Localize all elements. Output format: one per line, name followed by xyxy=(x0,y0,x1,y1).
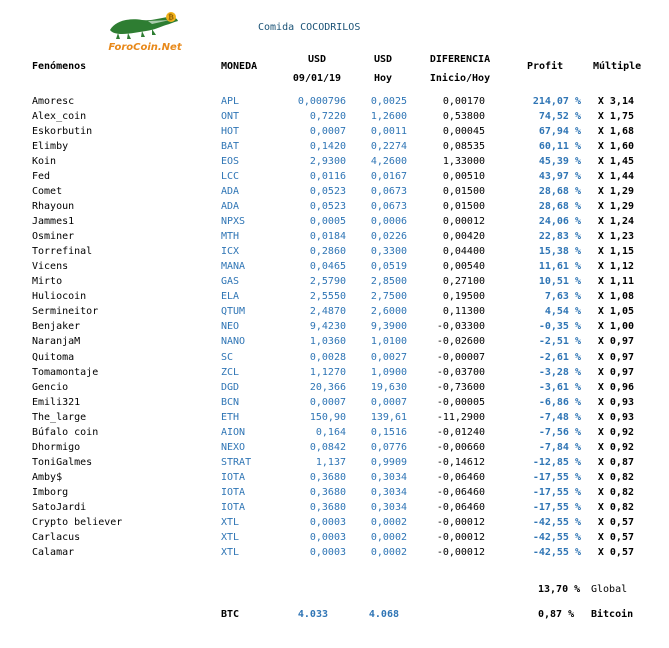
table-row xyxy=(0,487,669,502)
table-row xyxy=(0,186,669,201)
cell-diff: -0,01240 xyxy=(436,426,485,438)
cell-coin: ADA xyxy=(221,201,240,213)
cell-usd-today: 0,0007 xyxy=(370,396,407,408)
cell-profit: -42,55 % xyxy=(532,546,581,558)
cell-usd-start: 0,0523 xyxy=(309,201,346,213)
btc-label: BTC xyxy=(221,609,240,620)
cell-diff: -0,00012 xyxy=(436,531,485,543)
cell-coin: ONT xyxy=(221,111,240,123)
cell-usd-start: 0,0003 xyxy=(309,516,346,528)
cell-profit: 24,06 % xyxy=(538,216,581,228)
cell-profit: 28,68 % xyxy=(538,201,581,213)
cell-diff: 0,00510 xyxy=(442,171,485,183)
cell-usd-start: 0,3680 xyxy=(309,486,346,498)
cell-name: The_large xyxy=(32,411,87,423)
cell-usd-today: 2,7500 xyxy=(370,291,407,303)
cell-coin: MANA xyxy=(221,261,246,273)
cell-diff: 0,19500 xyxy=(442,291,485,303)
cell-coin: ICX xyxy=(221,246,240,258)
cell-name: Jammes1 xyxy=(32,216,75,228)
cell-coin: APL xyxy=(221,96,240,107)
table-row xyxy=(0,156,669,171)
header-diff-line1: DIFERENCIA xyxy=(429,54,491,65)
cell-multiple: X 1,60 xyxy=(597,141,634,153)
cell-usd-today: 139,61 xyxy=(370,411,407,423)
cell-usd-today: 0,2274 xyxy=(370,141,407,153)
cell-coin: BAT xyxy=(221,141,240,153)
cell-multiple: X 0,82 xyxy=(597,501,634,513)
table-row xyxy=(0,517,669,532)
cell-coin: NEO xyxy=(221,321,240,333)
cell-name: SatoJardi xyxy=(32,501,87,513)
cell-diff: -0,73600 xyxy=(436,381,485,393)
cell-name: Quitoma xyxy=(32,351,75,363)
table-row xyxy=(0,336,669,351)
cell-coin: ADA xyxy=(221,186,240,198)
cell-diff: -0,06460 xyxy=(436,486,485,498)
cell-profit: -2,51 % xyxy=(538,336,581,348)
cell-multiple: X 0,57 xyxy=(597,531,634,543)
cell-name: Tomamontaje xyxy=(32,366,99,378)
cell-coin: DGD xyxy=(221,381,240,393)
cell-diff: -0,14612 xyxy=(436,456,485,468)
cell-usd-start: 1,1270 xyxy=(309,366,346,378)
cell-usd-start: 0,0523 xyxy=(309,186,346,198)
cell-diff: -0,00007 xyxy=(436,351,485,363)
cell-profit: -6,86 % xyxy=(538,396,581,408)
cell-usd-start: 1,0360 xyxy=(309,336,346,348)
cell-name: Comet xyxy=(32,186,63,198)
cell-usd-today: 0,0673 xyxy=(370,186,407,198)
header-diff xyxy=(428,54,492,84)
table-row xyxy=(0,321,669,336)
global-value: 13,70 % xyxy=(538,584,581,595)
cell-multiple: X 1,44 xyxy=(597,171,634,183)
cell-coin: MTH xyxy=(221,231,240,243)
cell-multiple: X 1,15 xyxy=(597,246,634,258)
cell-usd-start: 2,9300 xyxy=(309,156,346,168)
cell-multiple: X 0,92 xyxy=(597,426,634,438)
cell-multiple: X 1,12 xyxy=(597,261,634,273)
cell-name: Rhayoun xyxy=(32,201,75,213)
cell-coin: EOS xyxy=(221,156,240,168)
cell-coin: QTUM xyxy=(221,306,246,318)
cell-diff: 0,00045 xyxy=(442,126,485,138)
table-row xyxy=(0,306,669,321)
cell-coin: NPXS xyxy=(221,216,246,228)
cell-usd-today: 1,0100 xyxy=(370,336,407,348)
table-row xyxy=(0,141,669,156)
cell-name: Emili321 xyxy=(32,396,81,408)
cell-usd-today: 0,0226 xyxy=(370,231,407,243)
cell-usd-start: 0,3680 xyxy=(309,471,346,483)
cell-usd-start: 0,000796 xyxy=(297,96,346,107)
cell-usd-today: 0,3034 xyxy=(370,486,407,498)
cell-usd-start: 150,90 xyxy=(309,411,346,423)
cell-diff: -11,2900 xyxy=(436,411,485,423)
cell-name: Vicens xyxy=(32,261,69,273)
cell-profit: -12,85 % xyxy=(532,456,581,468)
cell-multiple: X 0,82 xyxy=(597,486,634,498)
cell-multiple: X 1,68 xyxy=(597,126,634,138)
cell-profit: -3,28 % xyxy=(538,366,581,378)
cell-usd-start: 0,7220 xyxy=(309,111,346,123)
cell-coin: ETH xyxy=(221,411,240,423)
header-profit: Profit xyxy=(527,61,564,72)
cell-diff: -0,02600 xyxy=(436,336,485,348)
cell-multiple: X 0,82 xyxy=(597,471,634,483)
table-row xyxy=(0,457,669,472)
cell-name: Koin xyxy=(32,156,57,168)
cell-profit: -7,84 % xyxy=(538,441,581,453)
table-row xyxy=(0,246,669,261)
btc-profit-label: Bitcoin xyxy=(591,609,634,620)
cell-usd-start: 0,0007 xyxy=(309,126,346,138)
cell-coin: NEXO xyxy=(221,441,246,453)
cell-diff: 0,53800 xyxy=(442,111,485,123)
cell-diff: -0,06460 xyxy=(436,471,485,483)
cell-multiple: X 1,29 xyxy=(597,201,634,213)
cell-usd-today: 1,0900 xyxy=(370,366,407,378)
cell-multiple: X 1,08 xyxy=(597,291,634,303)
cell-multiple: X 3,14 xyxy=(597,96,634,107)
table-row xyxy=(0,96,669,111)
cell-name: Sermineitor xyxy=(32,306,99,318)
cell-name: Huliocoin xyxy=(32,291,87,303)
cell-diff: 0,04400 xyxy=(442,246,485,258)
table-row xyxy=(0,276,669,291)
cell-diff: 0,11300 xyxy=(442,306,485,318)
table-row xyxy=(0,231,669,246)
cell-usd-today: 0,0776 xyxy=(370,441,407,453)
cell-name: Amoresc xyxy=(32,96,75,107)
cell-usd-today: 2,8500 xyxy=(370,276,407,288)
cell-multiple: X 1,05 xyxy=(597,306,634,318)
cell-usd-start: 2,5790 xyxy=(309,276,346,288)
btc-usd-today: 4.068 xyxy=(368,609,399,620)
cell-usd-today: 19,630 xyxy=(370,381,407,393)
cell-name: Mirto xyxy=(32,276,63,288)
logo-text: ForoCoin.Net xyxy=(108,42,182,53)
cell-multiple: X 0,96 xyxy=(597,381,634,393)
cell-multiple: X 0,97 xyxy=(597,351,634,363)
btc-profit: 0,87 % xyxy=(538,609,575,620)
header-name: Fenómenos xyxy=(32,61,87,72)
cell-diff: 0,00540 xyxy=(442,261,485,273)
table-row xyxy=(0,397,669,412)
cell-profit: 10,51 % xyxy=(538,276,581,288)
cell-usd-today: 0,0673 xyxy=(370,201,407,213)
cell-profit: 7,63 % xyxy=(544,291,581,303)
forocoin-logo xyxy=(108,8,182,54)
table-row xyxy=(0,216,669,231)
cell-name: NaranjaM xyxy=(32,336,81,348)
cell-diff: -0,00012 xyxy=(436,546,485,558)
cell-profit: 28,68 % xyxy=(538,186,581,198)
cell-diff: -0,00012 xyxy=(436,516,485,528)
cell-profit: 74,52 % xyxy=(538,111,581,123)
cell-multiple: X 0,93 xyxy=(597,411,634,423)
cell-usd-start: 0,0842 xyxy=(309,441,346,453)
cell-diff: 0,01500 xyxy=(442,186,485,198)
cell-name: Crypto believer xyxy=(32,516,123,528)
cell-usd-today: 0,0519 xyxy=(370,261,407,273)
cell-usd-start: 0,164 xyxy=(315,426,346,438)
cell-usd-today: 0,3034 xyxy=(370,501,407,513)
cell-usd-today: 1,2600 xyxy=(370,111,407,123)
cell-coin: LCC xyxy=(221,171,240,183)
cell-multiple: X 0,92 xyxy=(597,441,634,453)
table-row xyxy=(0,412,669,427)
header-multiple: Múltiple xyxy=(593,61,642,72)
cell-coin: AION xyxy=(221,426,246,438)
header-usd-today-line1: USD xyxy=(373,54,393,65)
cell-name: Fed xyxy=(32,171,51,183)
cell-profit: 15,38 % xyxy=(538,246,581,258)
cell-name: Gencio xyxy=(32,381,69,393)
cell-usd-start: 0,3680 xyxy=(309,501,346,513)
cell-multiple: X 0,93 xyxy=(597,396,634,408)
cell-multiple: X 0,87 xyxy=(597,456,634,468)
cell-coin: XTL xyxy=(221,531,240,543)
cell-usd-start: 0,0116 xyxy=(309,171,346,183)
table-row xyxy=(0,367,669,382)
cell-usd-today: 0,0025 xyxy=(370,96,407,107)
cell-coin: NANO xyxy=(221,336,246,348)
cell-usd-today: 0,3300 xyxy=(370,246,407,258)
cell-diff: 0,00012 xyxy=(442,216,485,228)
cell-usd-start: 0,0005 xyxy=(309,216,346,228)
cell-diff: 0,27100 xyxy=(442,276,485,288)
cell-usd-today: 0,3034 xyxy=(370,471,407,483)
table-row xyxy=(0,427,669,442)
cell-usd-today: 0,0027 xyxy=(370,351,407,363)
header-coin: MONEDA xyxy=(221,61,258,72)
cell-usd-start: 0,0003 xyxy=(309,531,346,543)
global-label: Global xyxy=(591,584,628,595)
table-row xyxy=(0,261,669,276)
cell-diff: 0,00170 xyxy=(442,96,485,107)
cell-diff: 0,08535 xyxy=(442,141,485,153)
cell-multiple: X 0,57 xyxy=(597,516,634,528)
cell-profit: 43,97 % xyxy=(538,171,581,183)
cell-name: Carlacus xyxy=(32,531,81,543)
cell-diff: -0,00660 xyxy=(436,441,485,453)
table-row xyxy=(0,532,669,547)
cell-diff: -0,00005 xyxy=(436,396,485,408)
cell-multiple: X 1,45 xyxy=(597,156,634,168)
cell-name: Dhormigo xyxy=(32,441,81,453)
cell-usd-today: 0,0167 xyxy=(370,171,407,183)
table-row xyxy=(0,126,669,141)
cell-multiple: X 1,29 xyxy=(597,186,634,198)
page-title: Comida COCODRILOS xyxy=(258,22,361,33)
btc-usd-start: 4.033 xyxy=(297,609,328,620)
svg-text:₿: ₿ xyxy=(168,13,174,22)
cell-profit: 22,83 % xyxy=(538,231,581,243)
cell-diff: 0,01500 xyxy=(442,201,485,213)
cell-coin: IOTA xyxy=(221,486,246,498)
cell-multiple: X 1,24 xyxy=(597,216,634,228)
table-row xyxy=(0,472,669,487)
cell-diff: -0,06460 xyxy=(436,501,485,513)
cell-profit: -7,48 % xyxy=(538,411,581,423)
cell-name: Amby$ xyxy=(32,471,63,483)
cell-multiple: X 1,11 xyxy=(597,276,634,288)
cell-usd-start: 2,4870 xyxy=(309,306,346,318)
table-row xyxy=(0,291,669,306)
cell-usd-today: 4,2600 xyxy=(370,156,407,168)
cell-usd-today: 0,0011 xyxy=(370,126,407,138)
cell-usd-start: 0,0465 xyxy=(309,261,346,273)
cell-name: Imborg xyxy=(32,486,69,498)
cell-usd-start: 1,137 xyxy=(315,456,346,468)
cell-name: Eskorbutin xyxy=(32,126,93,138)
cell-usd-today: 0,0002 xyxy=(370,516,407,528)
cell-coin: STRAT xyxy=(221,456,252,468)
cell-coin: IOTA xyxy=(221,501,246,513)
cell-multiple: X 1,75 xyxy=(597,111,634,123)
cell-coin: ELA xyxy=(221,291,240,303)
cell-profit: -7,56 % xyxy=(538,426,581,438)
cell-usd-start: 0,0028 xyxy=(309,351,346,363)
cell-profit: -17,55 % xyxy=(532,471,581,483)
cell-usd-today: 0,1516 xyxy=(370,426,407,438)
cell-name: Torrefinal xyxy=(32,246,93,258)
cell-multiple: X 0,57 xyxy=(597,546,634,558)
cell-usd-start: 2,5550 xyxy=(309,291,346,303)
table-row xyxy=(0,201,669,216)
cell-profit: -3,61 % xyxy=(538,381,581,393)
cell-profit: -17,55 % xyxy=(532,501,581,513)
cell-profit: 67,94 % xyxy=(538,126,581,138)
cell-profit: -17,55 % xyxy=(532,486,581,498)
cell-profit: -42,55 % xyxy=(532,531,581,543)
cell-coin: HOT xyxy=(221,126,240,138)
cell-name: Elimby xyxy=(32,141,69,153)
cell-diff: 1,33000 xyxy=(442,156,485,168)
cell-profit: 214,07 % xyxy=(532,96,581,107)
cell-name: Calamar xyxy=(32,546,75,558)
cell-profit: 11,61 % xyxy=(538,261,581,273)
cell-usd-start: 0,0007 xyxy=(309,396,346,408)
cell-diff: -0,03300 xyxy=(436,321,485,333)
cell-profit: 60,11 % xyxy=(538,141,581,153)
table-row xyxy=(0,111,669,126)
cell-name: Benjaker xyxy=(32,321,81,333)
cell-coin: SC xyxy=(221,351,234,363)
cell-coin: XTL xyxy=(221,516,240,528)
cell-usd-start: 0,2860 xyxy=(309,246,346,258)
cell-usd-start: 0,1420 xyxy=(309,141,346,153)
cell-usd-today: 0,0006 xyxy=(370,216,407,228)
header-diff-line2: Inicio/Hoy xyxy=(429,73,491,84)
cell-usd-start: 0,0003 xyxy=(309,546,346,558)
cell-profit: 4,54 % xyxy=(544,306,581,318)
cell-coin: ZCL xyxy=(221,366,240,378)
cell-profit: -0,35 % xyxy=(538,321,581,333)
cell-coin: IOTA xyxy=(221,471,246,483)
cell-usd-today: 9,3900 xyxy=(370,321,407,333)
cell-profit: 45,39 % xyxy=(538,156,581,168)
header-usd-start-line1: USD xyxy=(307,54,327,65)
header-usd-start xyxy=(288,54,346,84)
table-row xyxy=(0,352,669,367)
header-usd-today xyxy=(359,54,407,84)
cell-usd-start: 9,4230 xyxy=(309,321,346,333)
cell-name: Osminer xyxy=(32,231,75,243)
cell-multiple: X 1,00 xyxy=(597,321,634,333)
cell-diff: -0,03700 xyxy=(436,366,485,378)
header-usd-start-line2: 09/01/19 xyxy=(292,73,342,84)
cell-diff: 0,00420 xyxy=(442,231,485,243)
table-row xyxy=(0,382,669,397)
cell-multiple: X 1,23 xyxy=(597,231,634,243)
cell-coin: BCN xyxy=(221,396,240,408)
cell-multiple: X 0,97 xyxy=(597,336,634,348)
table-row xyxy=(0,442,669,457)
cell-usd-start: 20,366 xyxy=(309,381,346,393)
cell-usd-start: 0,0184 xyxy=(309,231,346,243)
cell-profit: -2,61 % xyxy=(538,351,581,363)
crocodile-icon xyxy=(108,8,182,54)
cell-usd-today: 0,9909 xyxy=(370,456,407,468)
table-row xyxy=(0,547,669,562)
cell-name: Alex_coin xyxy=(32,111,87,123)
cell-name: Búfalo coin xyxy=(32,426,99,438)
cell-coin: XTL xyxy=(221,546,240,558)
header-usd-today-line2: Hoy xyxy=(373,73,393,84)
cell-coin: GAS xyxy=(221,276,240,288)
table-row xyxy=(0,502,669,517)
cell-name: ToniGalmes xyxy=(32,456,93,468)
cell-usd-today: 2,6000 xyxy=(370,306,407,318)
cell-multiple: X 0,97 xyxy=(597,366,634,378)
cell-usd-today: 0,0002 xyxy=(370,546,407,558)
cell-usd-today: 0,0002 xyxy=(370,531,407,543)
cell-profit: -42,55 % xyxy=(532,516,581,528)
table-row xyxy=(0,171,669,186)
